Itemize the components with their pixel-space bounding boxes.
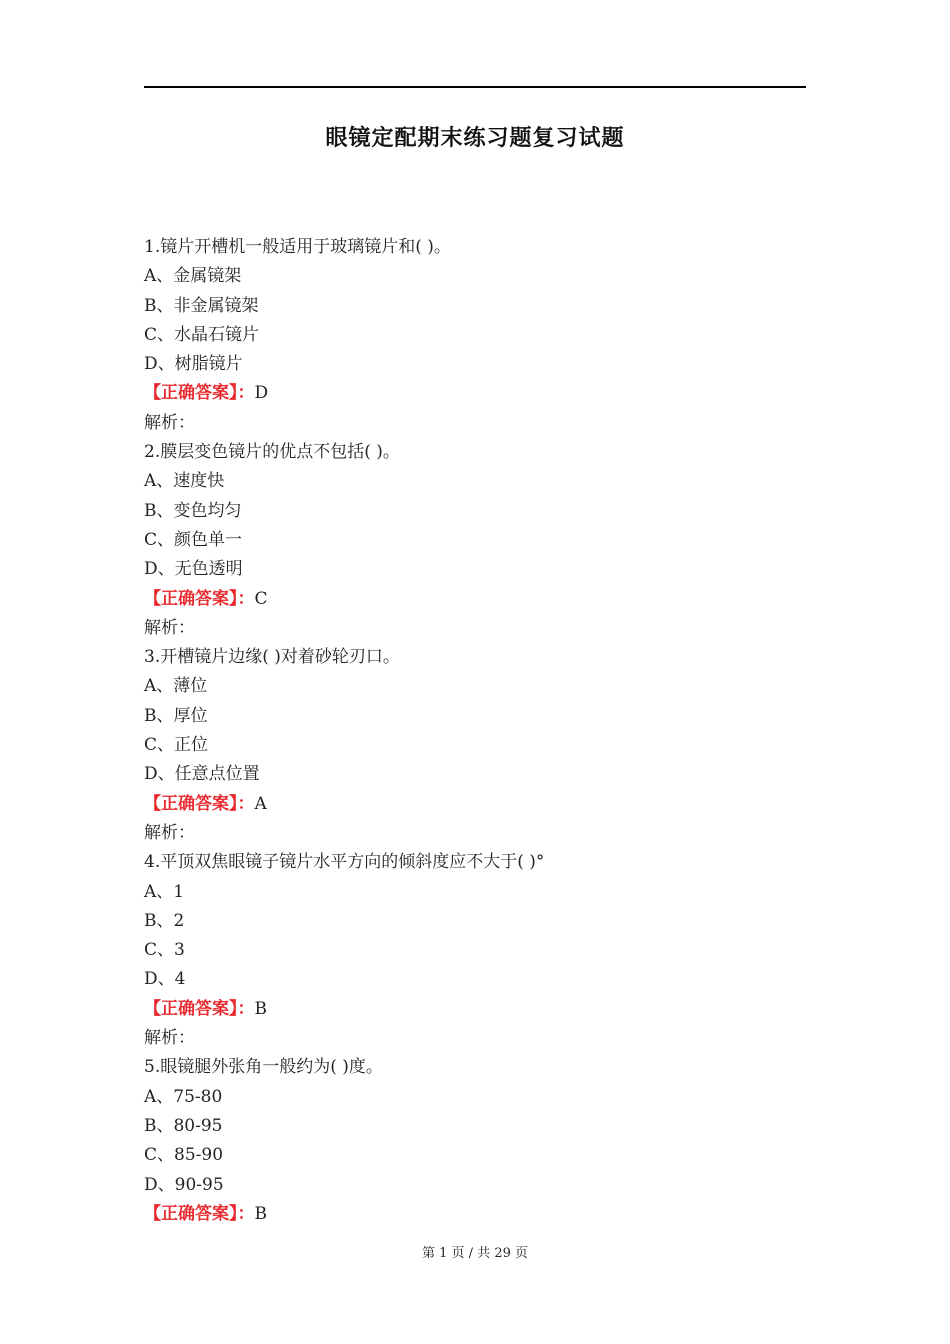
option-c: C、水晶石镜片 <box>144 324 260 345</box>
document-title: 眼镜定配期末练习题复习试题 <box>325 126 625 151</box>
answer-value: B <box>254 998 267 1019</box>
option-b: B、厚位 <box>144 705 208 726</box>
answer-value: B <box>254 1203 267 1224</box>
answer-label: 【正确答案】： <box>144 793 255 814</box>
answer-line <box>144 1200 806 1229</box>
question-stem: 1.镜片开槽机一般适用于玻璃镜片和( )。 <box>144 237 451 257</box>
answer-value: C <box>254 588 268 609</box>
answer-label: 【正确答案】： <box>144 588 255 609</box>
answer-line <box>144 379 806 408</box>
option-c: C、颜色单一 <box>144 529 243 550</box>
analysis-label: 解析： <box>144 412 195 433</box>
question-stem: 2.膜层变色镜片的优点不包括( )。 <box>144 442 400 463</box>
question-stem: 4.平顶双焦眼镜子镜片水平方向的倾斜度应不大于( )° <box>144 852 545 873</box>
option-a: A、速度快 <box>144 471 225 492</box>
answer-line <box>144 995 806 1024</box>
analysis-label: 解析： <box>144 617 195 638</box>
option-a: A、金属镜架 <box>144 266 242 287</box>
header-rule <box>144 86 806 88</box>
option-c: C、85-90 <box>144 1145 224 1166</box>
answer-label: 【正确答案】： <box>144 1203 255 1224</box>
question-list <box>144 233 806 1229</box>
option-b: B、非金属镜架 <box>144 295 259 316</box>
option-b: B、2 <box>144 910 185 931</box>
answer-label: 【正确答案】： <box>144 383 255 404</box>
analysis-label: 解析： <box>144 822 195 843</box>
option-c: C、正位 <box>144 735 209 756</box>
option-b: B、变色均匀 <box>144 500 242 521</box>
option-d: D、任意点位置 <box>144 764 260 785</box>
answer-line <box>144 585 806 614</box>
option-a: A、75-80 <box>144 1086 223 1107</box>
option-d: D、4 <box>144 969 186 990</box>
question-stem: 5.眼镜腿外张角一般约为( )度。 <box>144 1057 383 1078</box>
option-d: D、无色透明 <box>144 559 243 580</box>
option-d: D、树脂镜片 <box>144 354 243 375</box>
option-c: C、3 <box>144 940 185 961</box>
option-a: A、1 <box>144 881 185 902</box>
option-b: B、80-95 <box>144 1115 223 1136</box>
analysis-label: 解析： <box>144 1028 195 1049</box>
page-footer: 第 1 页 / 共 29 页 <box>422 1246 528 1261</box>
answer-value: A <box>254 793 267 814</box>
answer-label: 【正确答案】： <box>144 998 255 1019</box>
answer-line <box>144 790 806 819</box>
question-stem: 3.开槽镜片边缘( )对着砂轮刃口。 <box>144 647 400 668</box>
option-d: D、90-95 <box>144 1174 224 1195</box>
option-a: A、薄位 <box>144 676 208 697</box>
answer-value: D <box>254 383 269 404</box>
